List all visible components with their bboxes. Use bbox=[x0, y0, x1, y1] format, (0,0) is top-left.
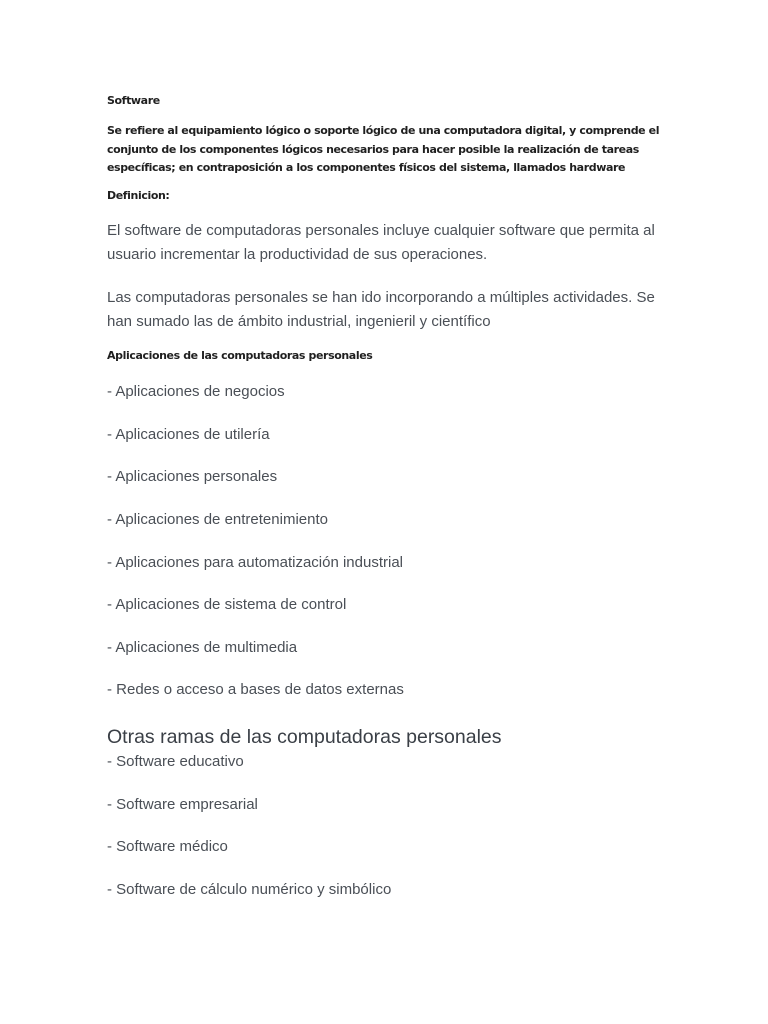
intro-paragraph: Se refiere al equipamiento lógico o soporte lógico de una computadora digital, y comprende el conjunto de los componentes lógicos necesarios para hacer posible la realización de tareas específicas; en contraposición a los componentes físicos del sistema, llamados hardware bbox=[107, 124, 660, 174]
document-page bbox=[107, 0, 707, 1024]
list-item: - Software médico bbox=[107, 838, 228, 855]
list-item: - Aplicaciones de utilería bbox=[107, 426, 270, 443]
definition-paragraph-2: Las computadoras personales se han ido incorporando a múltiples actividades. Se han sumado las de ámbito industrial, ingenieril y científico bbox=[107, 289, 655, 330]
list-item: - Software empresarial bbox=[107, 796, 258, 813]
applications-heading: Aplicaciones de las computadoras personales bbox=[107, 349, 373, 362]
document-title: Software bbox=[107, 94, 160, 107]
list-item: - Aplicaciones de multimedia bbox=[107, 639, 298, 656]
list-item: - Redes o acceso a bases de datos externas bbox=[107, 681, 404, 698]
definition-label: Definicion: bbox=[107, 189, 170, 202]
other-branches-heading: Otras ramas de las computadoras personales bbox=[107, 726, 502, 748]
list-item: - Aplicaciones de sistema de control bbox=[107, 596, 347, 613]
definition-paragraph-1: El software de computadoras personales incluye cualquier software que permita al usuario incrementar la productividad de sus operaciones. bbox=[107, 222, 655, 263]
list-item: - Aplicaciones para automatización industrial bbox=[107, 554, 403, 571]
list-item: - Aplicaciones de negocios bbox=[107, 383, 285, 400]
list-item: - Software educativo bbox=[107, 753, 244, 770]
list-item: - Software de cálculo numérico y simbólico bbox=[107, 881, 392, 898]
list-item: - Aplicaciones de entretenimiento bbox=[107, 511, 328, 528]
list-item: - Aplicaciones personales bbox=[107, 468, 278, 485]
